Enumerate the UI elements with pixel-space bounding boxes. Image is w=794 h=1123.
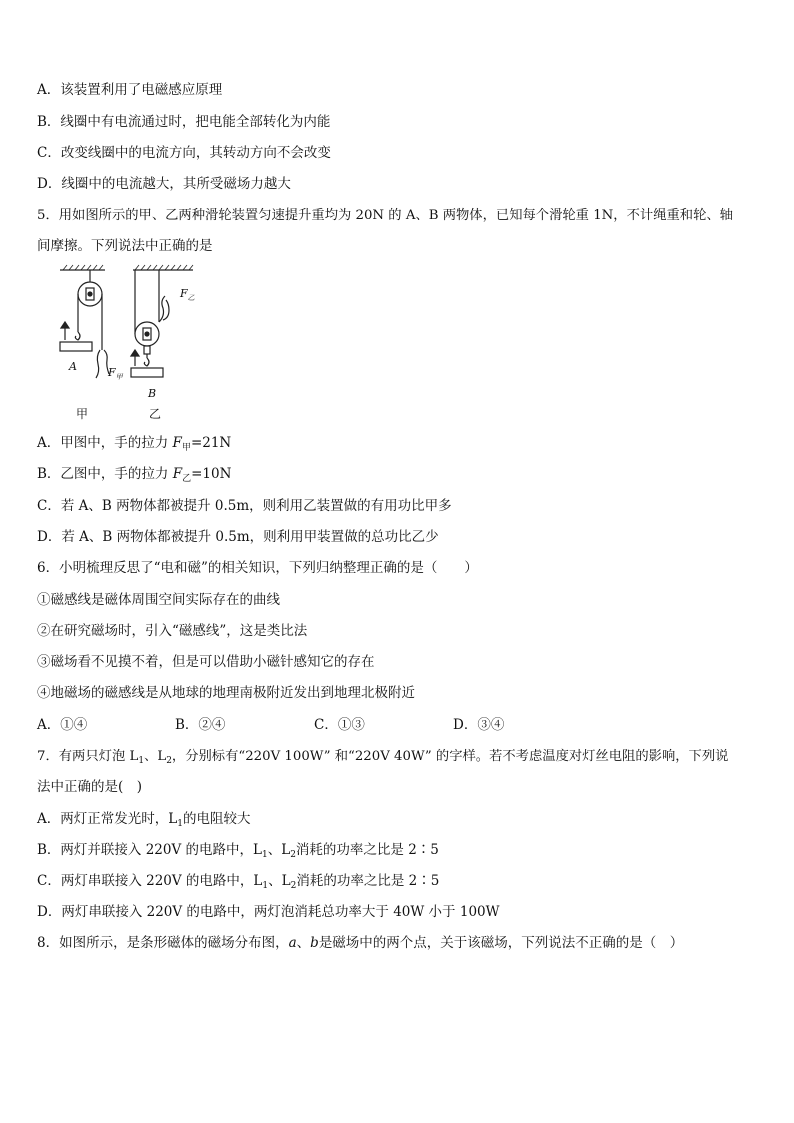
q6-item-2: ②在研究磁场时，引入“磁感线”，这是类比法 xyxy=(37,623,308,639)
q6-option-b: B．②④ xyxy=(175,717,226,733)
q6-option-d: D．③④ xyxy=(453,717,505,733)
label-force-yi: $F_乙$ xyxy=(180,287,195,302)
q7-stem-line2: 法中正确的是( ) xyxy=(37,779,143,795)
q4-option-d: D．线圈中的电流越大，其所受磁场力越大 xyxy=(37,176,291,192)
q5-stem-line1: 5．用如图所示的甲、乙两种滑轮装置匀速提升重均为 20N 的 A、B 两物体，已知每个滑轮重 1N，不计绳重和轮、轴 xyxy=(37,208,733,223)
q7-stem-line1: 7．有两只灯泡 $L_1$、$L_2$，分别标有“220V 100W” 和“220V 40W” 的字样。若不考虑温度对灯丝电阻的影响，下列说 xyxy=(37,749,729,766)
q5-stem-line2: 间摩擦。下列说法中正确的是 xyxy=(37,238,213,254)
q6-option-c: C．①③ xyxy=(314,717,365,733)
label-force-jia: $F_甲$ xyxy=(108,366,123,381)
q4-option-c: C．改变线圈中的电流方向，其转动方向不会改变 xyxy=(37,145,331,161)
q7-option-b: B．两灯并联接入 220V 的电路中，$L_1$、$L_2$消耗的功率之比是 2∶5 xyxy=(37,842,439,860)
q6-options xyxy=(0,719,794,735)
q4-option-a: A．该装置利用了电磁感应原理 xyxy=(37,82,223,98)
q6-item-4: ④地磁场的磁感线是从地球的地理南极附近发出到地理北极附近 xyxy=(37,685,415,701)
caption-yi: 乙 xyxy=(149,407,162,421)
q7-option-c: C．两灯串联接入 220V 的电路中，$L_1$、$L_2$消耗的功率之比是 2∶5 xyxy=(37,873,440,891)
q5-option-a: A．甲图中，手的拉力 $F_甲=21N$ xyxy=(37,435,232,453)
q6-item-3: ③磁场看不见摸不着，但是可以借助小磁针感知它的存在 xyxy=(37,654,375,670)
label-weight-b: B xyxy=(148,387,157,400)
q6-item-1: ①磁感线是磁体周围空间实际存在的曲线 xyxy=(37,592,280,608)
q6-stem: 6．小明梳理反思了“电和磁”的相关知识，下列归纳整理正确的是（ ） xyxy=(37,560,478,576)
q6-option-a: A．①④ xyxy=(37,717,88,733)
label-weight-a: A xyxy=(69,360,77,373)
q5-option-d: D．若 A、B 两物体都被提升 0.5m，则利用甲装置做的总功比乙少 xyxy=(37,529,439,545)
caption-jia: 甲 xyxy=(76,407,89,421)
q5-option-c: C．若 A、B 两物体都被提升 0.5m，则利用乙装置做的有用功比甲多 xyxy=(37,498,452,514)
q8-stem: 8．如图所示，是条形磁体的磁场分布图，a、b是磁场中的两个点，关于该磁场，下列说法不正确的是（ ） xyxy=(37,935,684,951)
q4-option-b: B．线圈中有电流通过时，把电能全部转化为内能 xyxy=(37,114,331,130)
q5-option-b: B．乙图中，手的拉力 $F_乙=10N$ xyxy=(37,466,232,484)
q7-option-a: A．两灯正常发光时，$L_1$的电阻较大 xyxy=(37,811,251,829)
q7-option-d: D．两灯串联接入 220V 的电路中，两灯泡消耗总功率大于 40W 小于 100W xyxy=(37,904,500,920)
